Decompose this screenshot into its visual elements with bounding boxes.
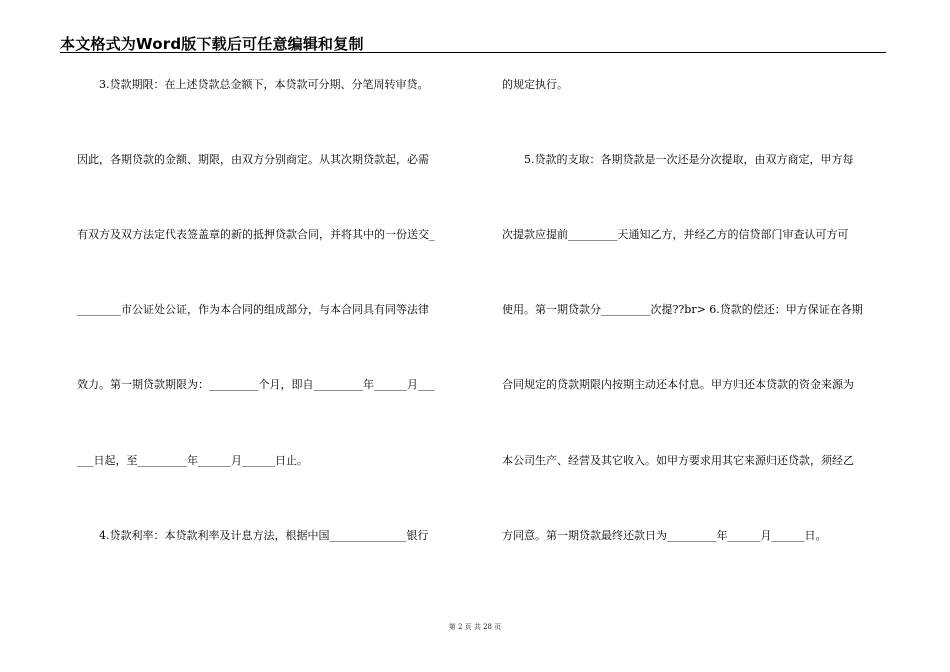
- header-divider: [60, 52, 886, 53]
- text-line: 的规定执行。: [502, 78, 568, 91]
- document-header-title: 本文格式为Word版下载后可任意编辑和复制: [60, 35, 364, 53]
- text-line: 5.贷款的支取：各期贷款是一次还是分次提取，由双方商定，甲方每: [502, 153, 854, 166]
- text-line: 有双方及双方法定代表签盖章的新的抵押贷款合同，并将其中的一份送交_: [77, 228, 435, 241]
- text-line: ___日起，至_________年______月______日止。: [77, 454, 308, 467]
- text-line: 方同意。第一期贷款最终还款日为_________年______月______日。: [502, 529, 827, 542]
- text-line: 合同规定的贷款期限内按期主动还本付息。甲方归还本贷款的资金来源为: [502, 378, 854, 391]
- text-line: 本公司生产、经营及其它收入。如甲方要求用其它来源归还贷款，须经乙: [502, 454, 854, 467]
- text-line: 3.贷款期限：在上述贷款总金额下，本贷款可分期、分笔周转审贷。: [77, 78, 429, 91]
- text-line: 次提款应提前_________天通知乙方，并经乙方的信贷部门审查认可方可: [502, 228, 849, 241]
- text-line: ________市公证处公证，作为本合同的组成部分，与本合同具有同等法律: [77, 303, 429, 316]
- text-line: 因此，各期贷款的金额、期限，由双方分别商定。从其次期贷款起，必需: [77, 153, 429, 166]
- text-line: 4.贷款利率：本贷款利率及计息方法，根据中国______________银行: [77, 529, 429, 542]
- text-line: 使用。第一期贷款分_________次提??br> 6.贷款的偿还：甲方保证在各期: [502, 303, 863, 316]
- text-line: 效力。第一期贷款期限为：_________个月，即自_________年______月___: [77, 378, 435, 391]
- page-number-footer: 第 2 页 共 28 页: [448, 623, 502, 631]
